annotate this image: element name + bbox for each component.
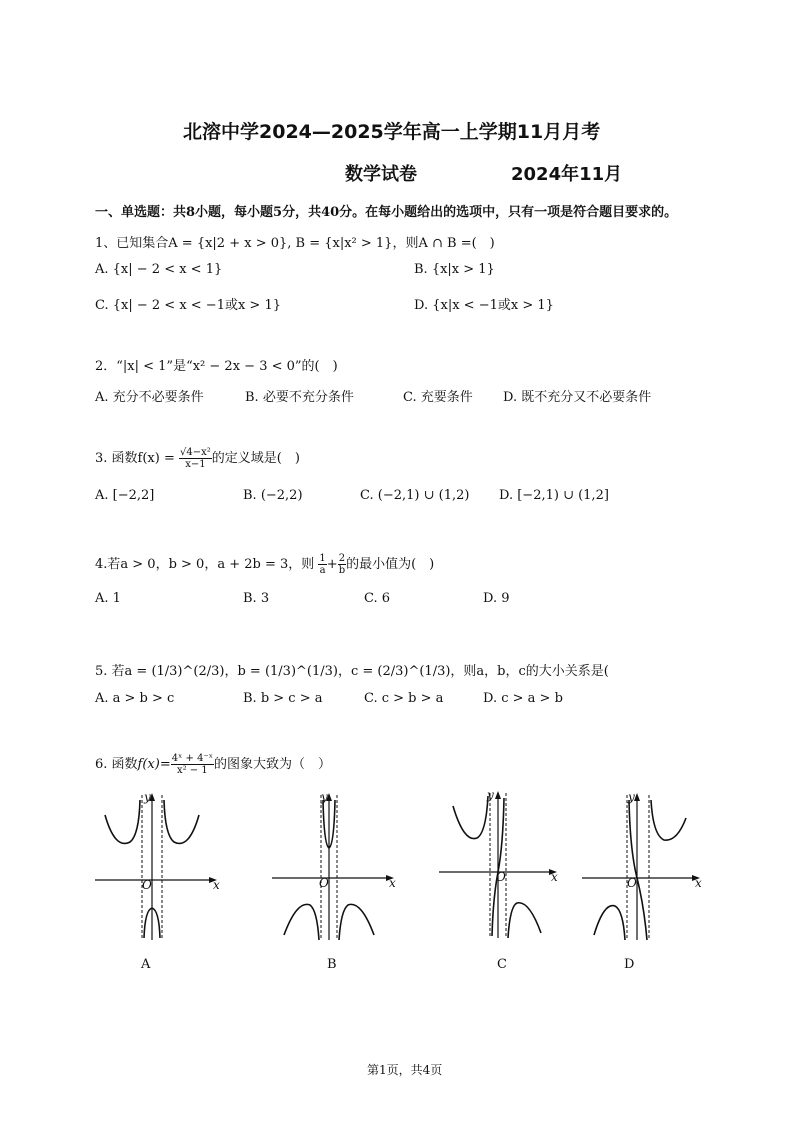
question-1-option-a: A. {x| − 2 < x < 1} bbox=[95, 262, 223, 277]
question-2-option-c: C. 充要条件 bbox=[403, 390, 473, 405]
graph-c-y-arrow bbox=[495, 791, 501, 799]
question-3-option-a: A. [−2,2] bbox=[95, 488, 155, 503]
question-4-stem bbox=[95, 553, 434, 576]
graph-a-x-label: x bbox=[213, 878, 220, 892]
graph-c-svg bbox=[439, 788, 569, 948]
question-6-fraction bbox=[171, 753, 214, 776]
question-4-fraction-2-den: b bbox=[338, 565, 346, 576]
question-6-fraction-num: 4ˣ + 4⁻ˣ bbox=[171, 753, 213, 764]
graph-d-label: D bbox=[624, 957, 635, 972]
question-6-stem-suffix: 的图象大致为（ ） bbox=[213, 757, 331, 772]
question-3-fraction-den: x−1 bbox=[185, 459, 206, 470]
graph-c-curve-right bbox=[508, 903, 541, 938]
question-4-fraction-1-den: a bbox=[319, 565, 326, 576]
graph-d-x-label: x bbox=[695, 876, 702, 890]
exam-date: 2024年11月 bbox=[511, 164, 623, 185]
graph-c-curve-left bbox=[453, 796, 488, 839]
question-3-option-d: D. [−2,1) ∪ (1,2] bbox=[499, 488, 609, 503]
question-2-stem: 2．“|x| < 1”是“x² − 2x − 3 < 0”的( ) bbox=[95, 359, 338, 374]
graph-a-curve-right bbox=[164, 800, 199, 843]
graph-b-svg bbox=[272, 790, 402, 950]
graph-c-origin-label: O bbox=[496, 870, 506, 884]
question-2-option-b: B. 必要不充分条件 bbox=[245, 390, 354, 405]
graph-a-label: A bbox=[141, 957, 151, 972]
question-4-stem-prefix: 4.若a > 0，b > 0，a + 2b = 3，则 bbox=[95, 557, 315, 572]
graph-d-curve-right bbox=[651, 800, 686, 840]
graph-a-svg bbox=[95, 790, 225, 950]
graph-d-curve-left bbox=[594, 906, 625, 940]
graph-d-y-label: y bbox=[628, 790, 635, 804]
question-5-option-d: D. c > a > b bbox=[483, 691, 563, 706]
question-4-fraction-2 bbox=[338, 553, 346, 576]
graph-b-x-label: x bbox=[389, 876, 396, 890]
question-5-stem: 5. 若a = (1/3)^(2/3)，b = (1/3)^(1/3)，c = (2/3)^(1/3)，则a，b，c的大小关系是( bbox=[95, 664, 609, 679]
question-5-option-b: B. b > c > a bbox=[243, 691, 323, 706]
question-4-plus: + bbox=[326, 557, 338, 572]
question-4-fraction-1 bbox=[318, 553, 326, 576]
graph-b-label: B bbox=[327, 957, 337, 972]
question-3-stem-suffix: 的定义域是( ) bbox=[211, 451, 300, 466]
exam-subject: 数学试卷 bbox=[345, 164, 417, 185]
section-heading: 一、单选题：共8小题，每小题5分，共40分。在每小题给出的选项中，只有一项是符合题目要求的。 bbox=[95, 205, 678, 220]
graph-a-curve-left bbox=[105, 800, 140, 843]
graph-c-label: C bbox=[497, 957, 507, 972]
question-5-option-c: C. c > b > a bbox=[364, 691, 444, 706]
question-3-stem bbox=[95, 447, 300, 470]
question-4-option-d: D. 9 bbox=[483, 591, 510, 606]
graph-b-origin-label: O bbox=[319, 876, 329, 890]
question-3-stem-prefix: 3. 函数f(x) = bbox=[95, 451, 175, 466]
graph-b-curve-right bbox=[339, 904, 374, 940]
question-4-stem-suffix: 的最小值为( ) bbox=[346, 557, 435, 572]
question-2-option-d: D. 既不充分又不必要条件 bbox=[503, 390, 652, 405]
question-5-option-a: A. a > b > c bbox=[95, 691, 175, 706]
graph-b-y-label: y bbox=[321, 790, 328, 804]
graph-c bbox=[439, 788, 569, 972]
graph-a-y-label: y bbox=[144, 790, 151, 804]
graph-c-x-label: x bbox=[551, 870, 558, 884]
question-1-option-b: B. {x|x > 1} bbox=[414, 262, 495, 277]
page-number: 第1页，共4页 bbox=[367, 1063, 443, 1077]
question-1-option-c: C. {x| − 2 < x < −1或x > 1} bbox=[95, 298, 281, 313]
question-6-stem bbox=[95, 753, 331, 776]
graph-d-svg bbox=[582, 790, 712, 950]
graph-b bbox=[272, 790, 402, 972]
graph-a bbox=[95, 790, 225, 972]
question-6-stem-prefix: 6. 函数 bbox=[95, 757, 138, 772]
question-4-option-c: C. 6 bbox=[364, 591, 391, 606]
graph-d bbox=[582, 790, 712, 972]
question-4-option-a: A. 1 bbox=[95, 591, 121, 606]
question-4-option-b: B. 3 bbox=[243, 591, 270, 606]
graph-c-y-label: y bbox=[487, 788, 494, 802]
question-3-fraction bbox=[179, 447, 212, 470]
graph-a-origin-label: O bbox=[142, 878, 152, 892]
graph-d-curve-middle bbox=[629, 800, 647, 940]
question-1-stem: 1、已知集合A = {x|2 + x > 0}, B = {x|x² > 1}，则A ∩ B =( ) bbox=[95, 236, 495, 251]
question-3-option-b: B. (−2,2) bbox=[243, 488, 303, 503]
graph-d-origin-label: O bbox=[627, 876, 637, 890]
question-3-option-c: C. (−2,1) ∪ (1,2) bbox=[360, 488, 470, 503]
question-1-option-d: D. {x|x < −1或x > 1} bbox=[414, 298, 554, 313]
exam-title: 北溶中学2024—2025学年高一上学期11月月考 bbox=[183, 121, 601, 143]
question-6-fx: f(x)= bbox=[137, 757, 171, 772]
question-4-fraction-2-num: 2 bbox=[338, 553, 346, 564]
question-6-fraction-den: x² − 1 bbox=[176, 765, 208, 776]
graph-b-curve-left bbox=[284, 904, 319, 940]
question-4-fraction-1-num: 1 bbox=[319, 553, 326, 564]
question-2-option-a: A. 充分不必要条件 bbox=[95, 390, 204, 405]
question-3-fraction-num: √4−x² bbox=[180, 447, 211, 458]
